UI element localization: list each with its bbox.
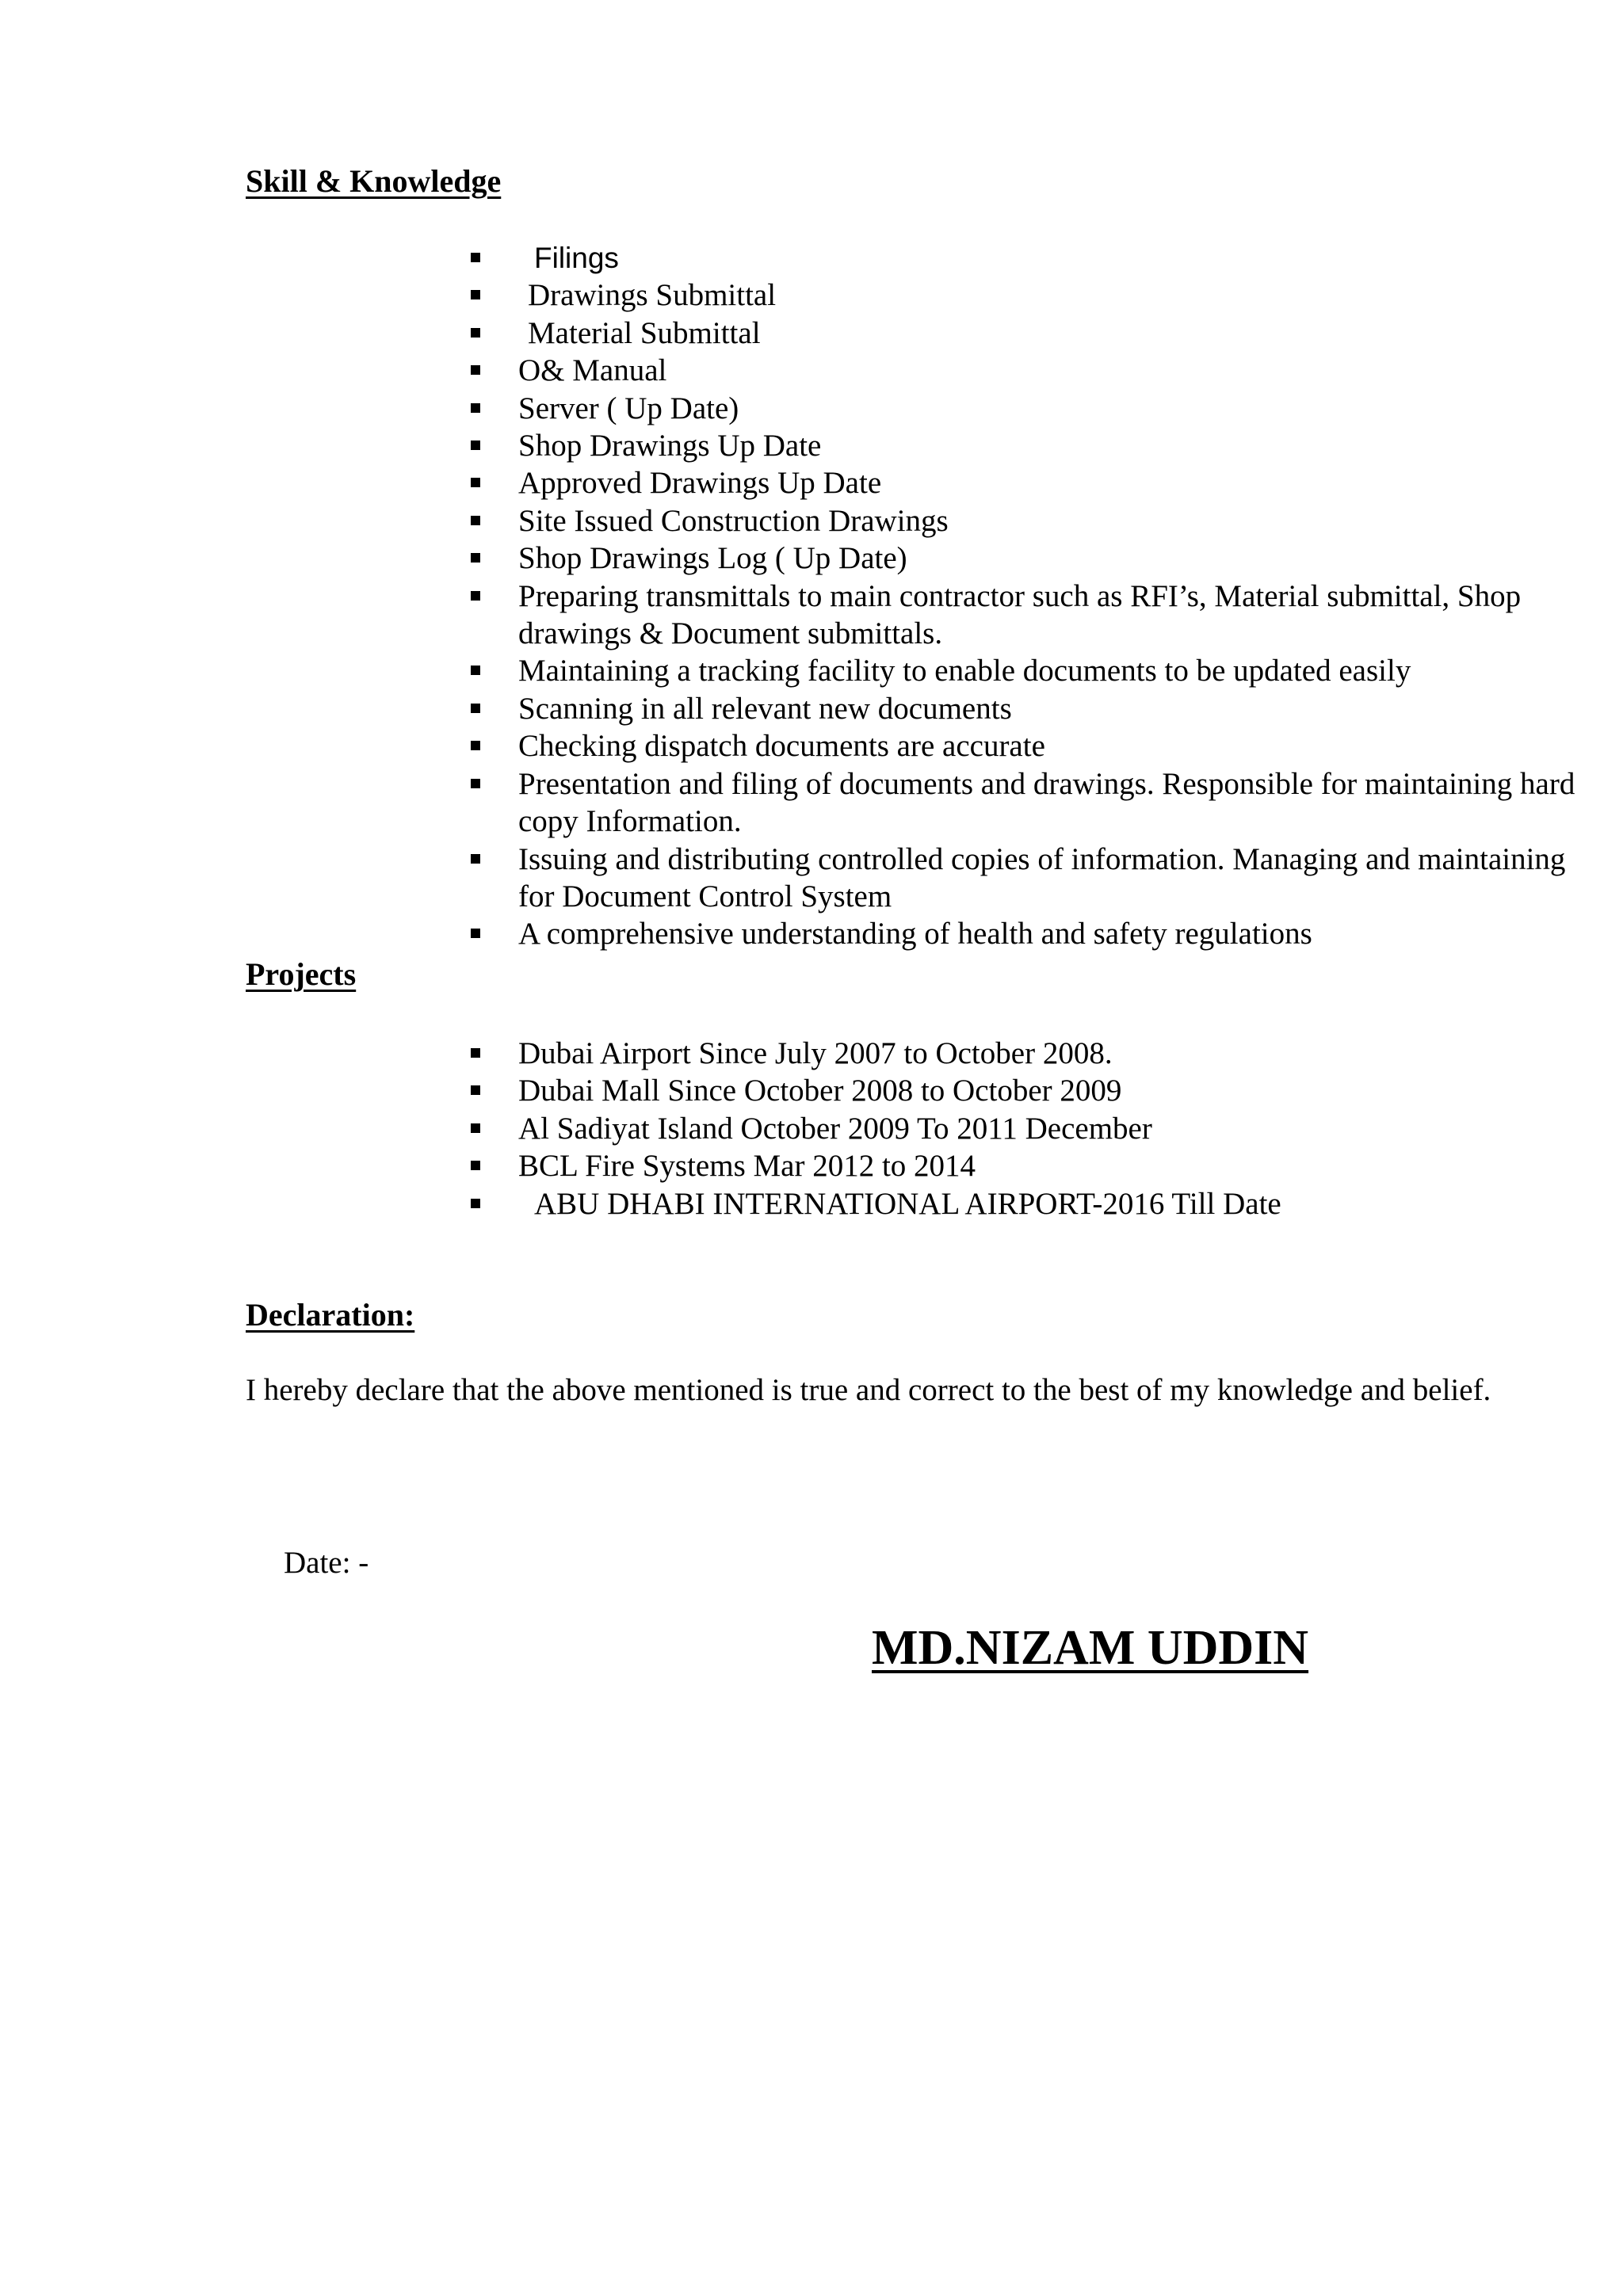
square-bullet-icon xyxy=(471,1048,480,1058)
date-label: Date: - xyxy=(284,1546,369,1580)
skills-heading: Skill & Knowledge xyxy=(246,163,502,199)
square-bullet-icon xyxy=(471,1161,480,1170)
square-bullet-icon xyxy=(471,666,480,675)
list-item-text: Drawings Submittal xyxy=(528,278,777,313)
list-item-text: Server ( Up Date) xyxy=(518,391,739,425)
skills-list xyxy=(466,239,1599,953)
list-item-text: Dubai Mall Since October 2008 to October 2009 xyxy=(518,1074,1122,1108)
list-item xyxy=(466,652,1599,689)
square-bullet-icon xyxy=(471,854,480,864)
list-item-text: Al Sadiyat Island October 2009 To 2011 December xyxy=(518,1111,1152,1146)
list-item-text: Checking dispatch documents are accurate xyxy=(518,729,1045,764)
list-item xyxy=(466,352,1599,389)
square-bullet-icon xyxy=(471,290,480,299)
list-item xyxy=(466,1072,1599,1109)
projects-list xyxy=(466,1035,1599,1222)
list-item xyxy=(466,690,1599,727)
list-item-text: Presentation and filing of documents and drawings. Responsible for maintaining hard copy Information. xyxy=(518,766,1575,839)
list-item-text: O& Manual xyxy=(518,353,667,388)
square-bullet-icon xyxy=(471,478,480,487)
square-bullet-icon xyxy=(471,516,480,525)
list-item xyxy=(466,1147,1599,1184)
square-bullet-icon xyxy=(471,365,480,375)
square-bullet-icon xyxy=(471,1123,480,1133)
square-bullet-icon xyxy=(471,591,480,601)
list-item xyxy=(466,502,1599,540)
list-item xyxy=(466,315,1599,352)
list-item-text: A comprehensive understanding of health and safety regulations xyxy=(518,917,1312,952)
square-bullet-icon xyxy=(471,779,480,788)
list-item-text: Material Submittal xyxy=(528,315,761,350)
declaration-text: I hereby declare that the above mentioned is true and correct to the best of my knowledge and belief. xyxy=(246,1373,1491,1407)
list-item-text: Dubai Airport Since July 2007 to October 2008. xyxy=(518,1036,1113,1070)
list-item-text: Site Issued Construction Drawings xyxy=(518,503,949,538)
list-item xyxy=(466,277,1599,314)
list-item xyxy=(466,390,1599,427)
list-item-text: Shop Drawings Log ( Up Date) xyxy=(518,541,907,576)
square-bullet-icon xyxy=(471,403,480,413)
list-item xyxy=(466,765,1599,841)
square-bullet-icon xyxy=(471,704,480,713)
list-item xyxy=(466,540,1599,577)
list-item-text: Maintaining a tracking facility to enable documents to be updated easily xyxy=(518,654,1411,688)
list-item-text: Shop Drawings Up Date xyxy=(518,429,822,463)
list-item-text: ABU DHABI INTERNATIONAL AIRPORT-2016 Till Date xyxy=(534,1186,1281,1221)
list-item-text: BCL Fire Systems Mar 2012 to 2014 xyxy=(518,1149,976,1184)
list-item-text: Filings xyxy=(534,242,619,274)
square-bullet-icon xyxy=(471,253,480,262)
projects-heading: Projects xyxy=(246,956,357,992)
list-item xyxy=(466,464,1599,502)
square-bullet-icon xyxy=(471,1085,480,1095)
list-item-text: Preparing transmittals to main contractor such as RFI’s, Material submittal, Shop drawings & Document submittals. xyxy=(518,578,1522,651)
list-item-text: Scanning in all relevant new documents xyxy=(518,691,1012,726)
square-bullet-icon xyxy=(471,741,480,750)
square-bullet-icon xyxy=(471,328,480,338)
list-item xyxy=(466,915,1599,952)
list-item xyxy=(466,1035,1599,1072)
signature-name: MD.NIZAM UDDIN xyxy=(872,1621,1309,1675)
square-bullet-icon xyxy=(471,1199,480,1208)
declaration-heading: Declaration: xyxy=(246,1297,415,1333)
list-item-text: Issuing and distributing controlled copies of information. Managing and maintaining for Document Control System xyxy=(518,841,1566,913)
square-bullet-icon xyxy=(471,553,480,563)
list-item xyxy=(466,1185,1599,1222)
list-item xyxy=(466,578,1599,653)
list-item xyxy=(466,427,1599,464)
list-item-text: Approved Drawings Up Date xyxy=(518,466,882,501)
list-item xyxy=(466,1110,1599,1147)
list-item xyxy=(466,239,1599,277)
square-bullet-icon xyxy=(471,441,480,450)
list-item xyxy=(466,727,1599,765)
square-bullet-icon xyxy=(471,929,480,938)
list-item xyxy=(466,841,1599,916)
